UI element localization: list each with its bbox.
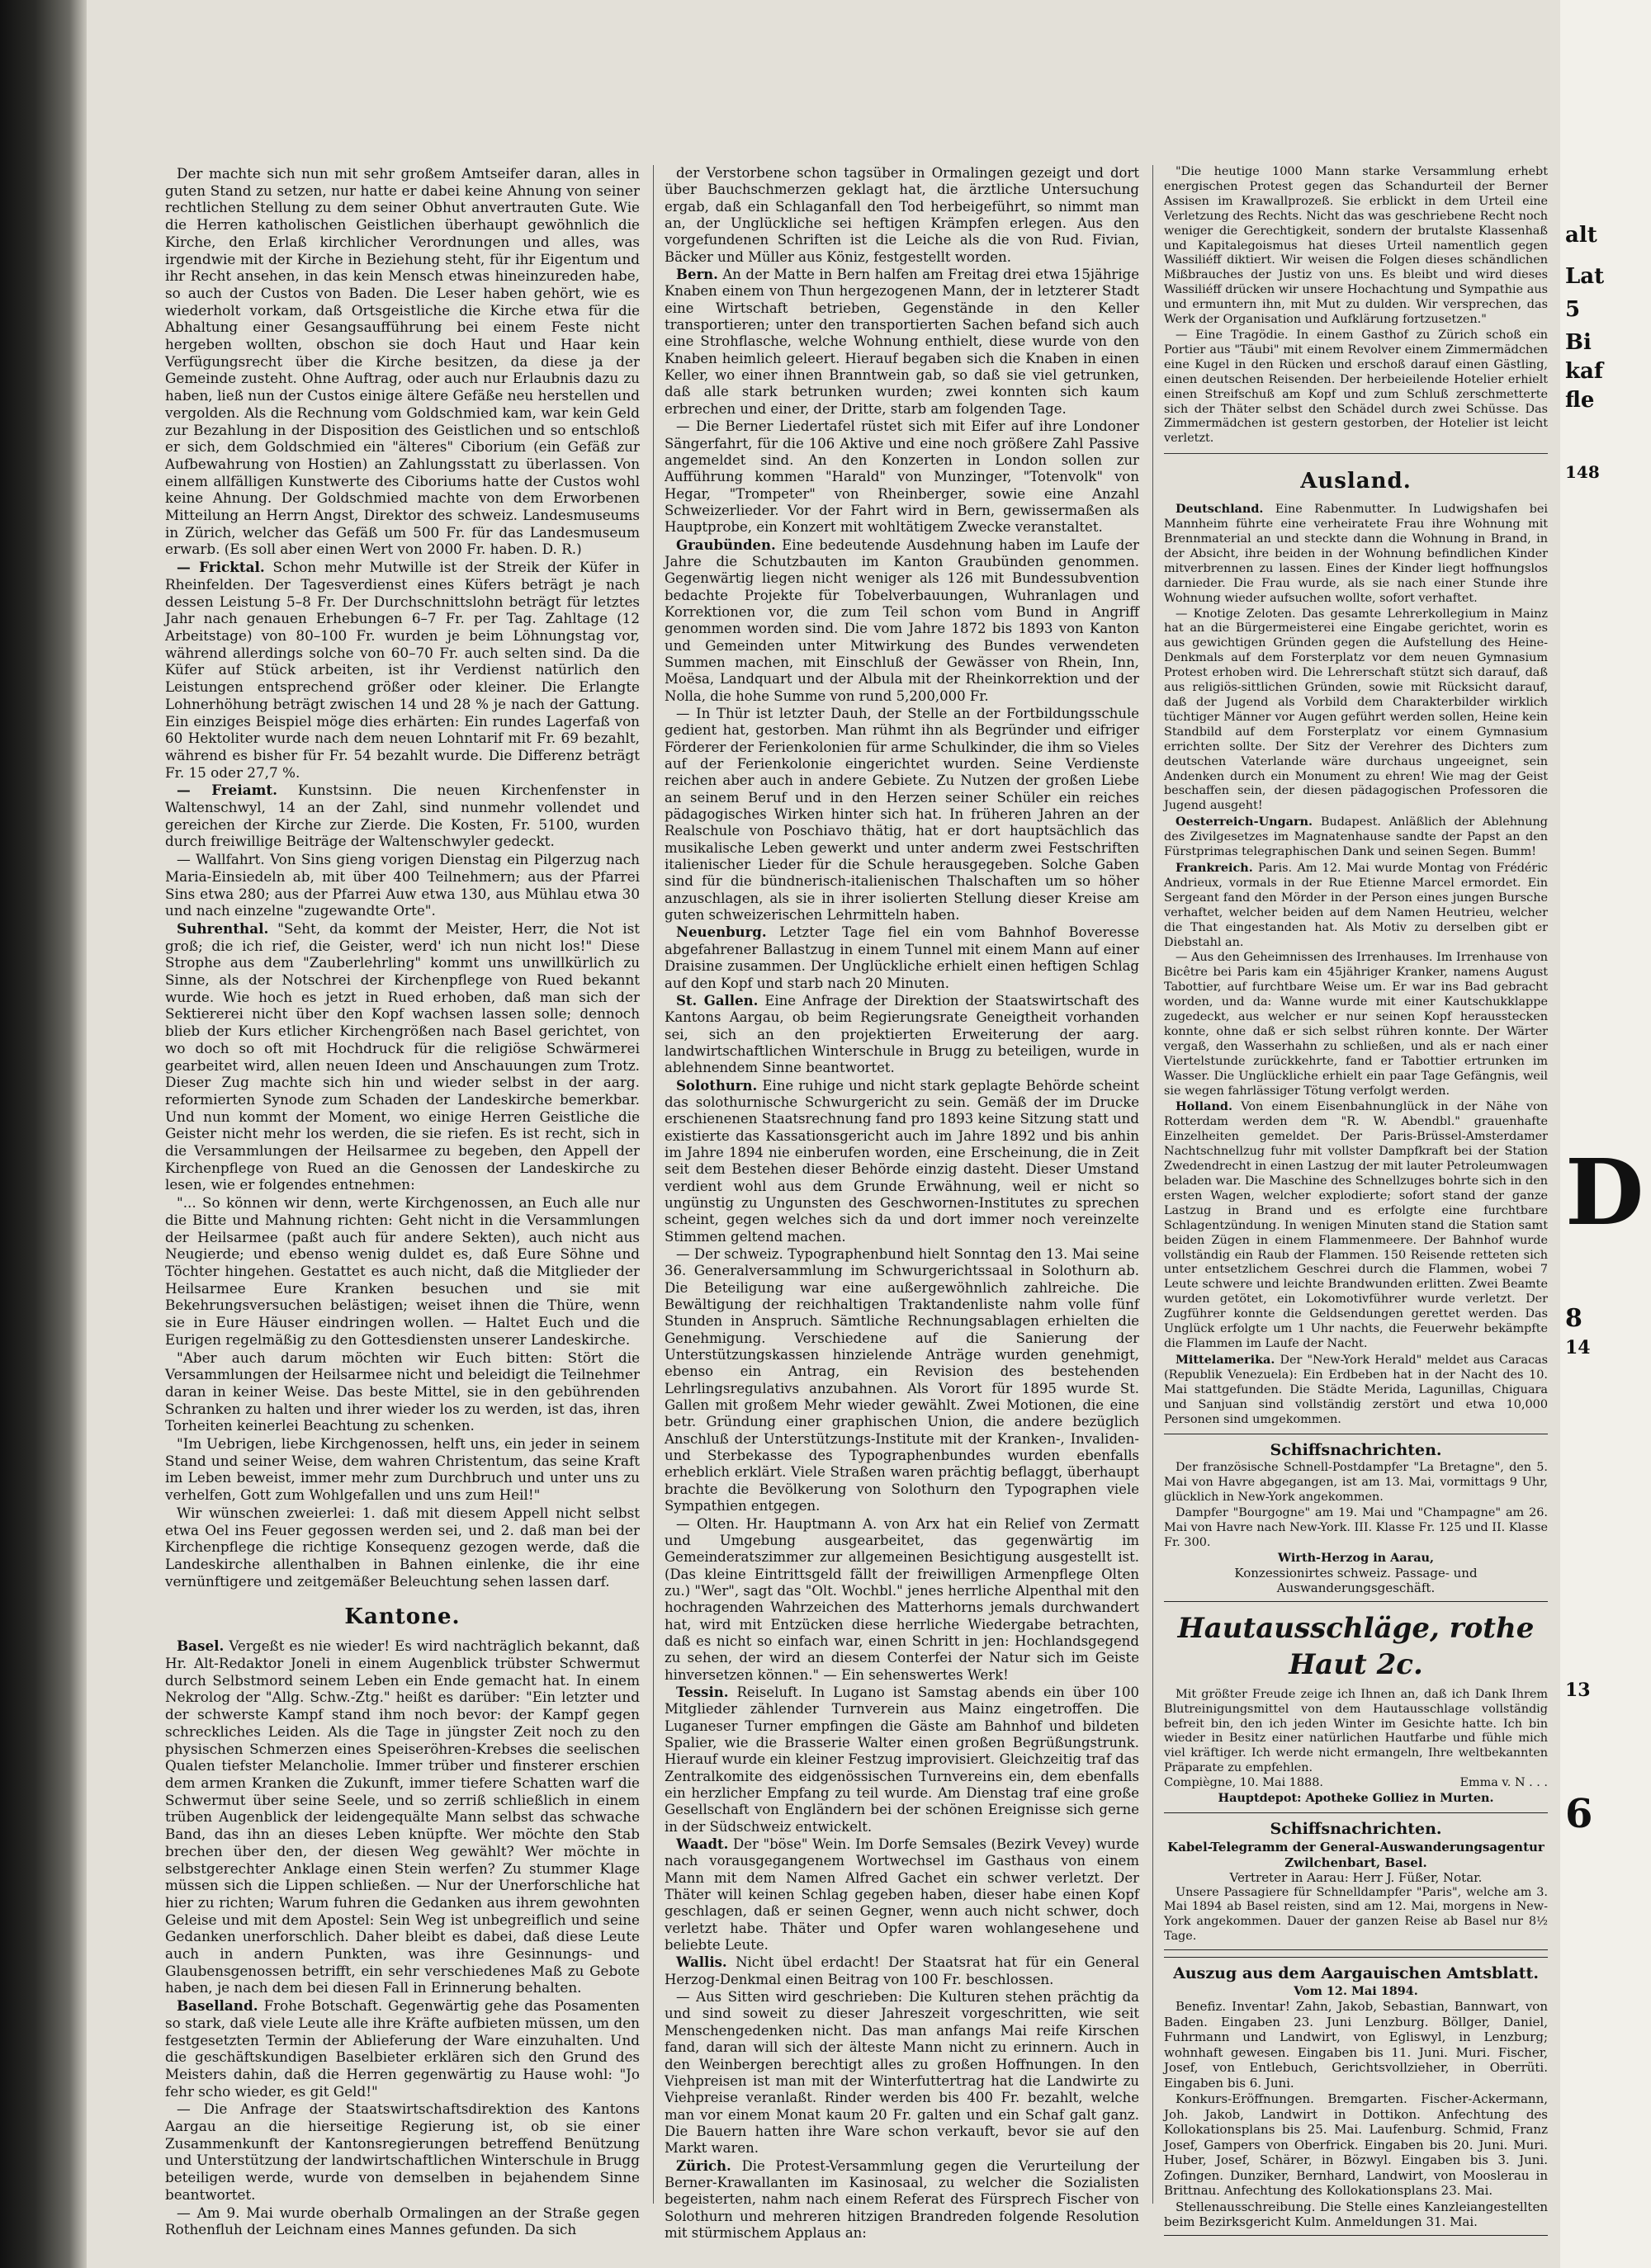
- article-paragraph: [1164, 1353, 1548, 1428]
- adjacent-page-fragment: fle: [1565, 388, 1595, 413]
- adjacent-page-fragment: D: [1565, 1139, 1644, 1245]
- column-divider: [653, 165, 654, 2204]
- article-text: "Seht, da kommt der Meister, Herr, die Not ist groß; die ich rief, die Geister, werd' ich nun nicht los!" Diese Strophe aus dem "Zauberlehrling" kommt uns unwillkürlich zu Sinne, als der Notschrei der Kirchenpflege von Rued bekannt wurde. Wie hoch es jetzt in Rued erhoben, daß man sich der Sektiererei nicht über den Kopf wachsen lassen solle; dennoch blieb der Kurs etlicher Kirchengrößen nach Basel gerichtet, von wo doch so oft mit Hochdruck für die religiöse Schwärmerei gearbeitet wird, allen neuen Ideen und Anschauungen zum Trotz. Dieser Zug machte sich hin und wieder selbst in der aarg. reformierten Synode zum Schaden der Landeskirche bemerkbar. Und nun kommt der Moment, wo einige Herren Geistliche die Geister nicht mehr los werden, die sie riefen. Es ist recht, sich in die Versammlungen der Heilsarmee zu begeben, den Appell der Kirchenpflege von Rued an die Genossen der Landeskirche zu lesen, wie er folgendes entnehmen:: [165, 919, 640, 1193]
- article-paragraph: [165, 1997, 640, 2100]
- article-paragraph: — Eine Tragödie. In einem Gasthof zu Zürich schoß ein Portier aus "Täubi" mit einem Revolver einem Zimmermädchen eine Kugel in den Rücken und erschoß darauf einen Gästling, einen deutschen Reisenden. Der herbeieilende Hotelier erhielt einen Streifschuß am Kopf und zum Schluß zerschmetterte sich der Thäter selbst den Schädel durch zwei Schüsse. Das Zimmermädchen ist gestern gestorben, der Hotelier ist leicht verletzt.: [1164, 328, 1548, 446]
- article-paragraph: der Verstorbene schon tagsüber in Ormalingen gezeigt und dort über Bauchschmerzen geklagt hat, die ärztliche Untersuchung ergab, daß ein Schlaganfall den Tod herbeigeführt, so nimmt man an, der Unglückliche sei heftigen Krämpfen erlegen. Aus den vorgefundenen Schriften ist die Leiche als die von Rud. Fivian, Bäcker und Müller aus Köniz, festgestellt worden.: [665, 165, 1139, 265]
- article-paragraph: [665, 1836, 1139, 1954]
- adjacent-page-fragment: 148: [1565, 462, 1600, 482]
- adjacent-page-fragment: Lat: [1565, 264, 1605, 289]
- advertisement-signer: Emma v. N . . .: [1459, 1776, 1548, 1790]
- article-headline: Oesterreich-Ungarn.: [1176, 815, 1313, 829]
- article-text: Schon mehr Mutwille ist der Streik der Küfer in Rheinfelden. Der Tagesverdienst eines Küfers beträgt je nach dessen Leistung 5–8 Fr. Der Durchschnittslohn beträgt für letztes Jahr nach genauen Erhebungen 6–7 Fr. per Tag. Zahltage (12 Arbeitstage) von 80–100 Fr. wurden je beim Löhnungstag vor, während allerdings solche von 60–70 Fr. auch selten sind. Da die Küfer auf Stück arbeiten, ist ihr Verdienst natürlich den Leistungen entsprechend größer oder kleiner. Die Erlangte Lohnerhöhung beträgt zwischen 14 und 28 % je nach der Gattung. Ein einziges Beispiel möge dies erhärten: Ein rundes Lagerfaß von 60 Hektoliter wurde nach dem neuen Lohntarif mit Fr. 69 bezahlt, während es bisher für Fr. 54 bezahlt wurde. Die Differenz beträgt Fr. 15 oder 27,7 %.: [165, 559, 640, 781]
- article-headline: — Freiamt.: [177, 782, 277, 799]
- article-paragraph: — Am 9. Mai wurde oberhalb Ormalingen an der Straße gegen Rothenfluh der Leichnam eines Mannes gefunden. Da sich: [165, 2204, 640, 2238]
- shipping-notice-box: [1164, 1812, 1548, 1950]
- box-paragraph: Unsere Passagiere für Schnelldampfer "Paris", welche am 3. Mai 1894 ab Basel reisten, sind am 12. Mai, morgens in New-York angekommen. Dauer der ganzen Reise ab Basel nur 8½ Tage.: [1164, 1885, 1548, 1944]
- official-gazette-box: [1164, 1957, 1548, 2235]
- adjacent-page-fragment: 8: [1565, 1304, 1582, 1333]
- article-text: Der "böse" Wein. Im Dorfe Semsales (Bezirk Vevey) wurde nach vorausgegangenem Wortwechsel im Gasthaus von einem Mann mit dem Namen Alfred Gachet ein schwer verletzt. Der Thäter will keinen Schlag gegeben haben, dieser habe einen Kopf geschlagen, daß er seinen Gegner, wenn auch nicht schwer, doch verletzt habe. Thäter und Opfer waren wohlangesehene und beliebte Leute.: [665, 1836, 1140, 1954]
- article-text: Vergeßt es nie wieder! Es wird nachträglich bekannt, daß Hr. Alt-Redaktor Joneli in einem Augenblick trübster Schwermut durch Selbstmord seinem Leben ein Ende gemacht hat. In einem Nekrolog der "Allg. Schw.-Ztg." heißt es darüber: "Ein letzter und der schwerste Kampf stand ihm noch bevor: der Kampf gegen schreckliches Leiden. Als die Tage in jüngster Zeit noch zu den physischen Schmerzen eines Speiseröhren-Krebses die seelischen Qualen tiefster Melancholie. Immer trüber und finsterer erschien dem armen Kranken die Zukunft, immer tiefere Schatten warf die Schwermut über seine Seele, und so zerriß schließlich in einem trüben Augenblick der leidengequälte Mann selbst das schwache Band, das ihn an dieses Leben knüpfte. Wer möchte den Stab brechen über den, der diesen Weg gewählt? Wer möchte in selbstgerechter Anklage einen Stein werfen? Zu stummer Klage müssen sich die Lippen schließen. — Nur der Unerforschliche hat hier zu richten; Warum fuhren die Gedanken aus ihrem gewohnten Geleise und mit dem Apostel: Sein Weg ist unbegreiflich und seine Gedanken unerforschlich. Daher bleibt es dabei, daß diese Leute auch in andern Punkten, was ihre Gesinnungs- und Glaubensgenossen betrifft, ein sehr verschiedenes Maß zu Gebote haben, je nach dem bei diesen Fall in Erinnerung behalten.: [165, 1637, 640, 1996]
- article-paragraph: [665, 2158, 1139, 2242]
- article-headline: Basel.: [177, 1637, 225, 1655]
- box-title: Schiffsnachrichten.: [1270, 1441, 1442, 1460]
- article-paragraph: [165, 920, 640, 1193]
- article-text: Reiseluft. In Lugano ist Samstag abends ein über 100 Mitglieder zählender Turnverein aus Mainz eingetroffen. Die Luganeser Turner empfingen die Gäste am Bahnhof und bildeten Spalier, wie die Brasserie Walter einen großen Begrüßungstrunk. Hierauf wurde ein kleiner Festzug improvisiert. Gleichzeitig traf das Zentralkomite des eidgenössischen Turnvereins ein, dem ebenfalls ein herzlicher Empfang zu teil wurde. Am Dienstag traf eine große Gesellschaft von Engländern bei der schönen Ereignisse sich gerne in der Südschweiz entwickelt.: [665, 1684, 1140, 1835]
- advertisement-title: Hautausschläge, rothe Haut 2c.: [1177, 1611, 1535, 1681]
- box-paragraph: Stellenausschreibung. Die Stelle eines Kanzleiangestellten beim Bezirksgericht Kulm. Anmeldungen 31. Mai.: [1164, 2199, 1548, 2230]
- adjacent-page-fragment: 6: [1565, 1791, 1593, 1837]
- article-headline: Suhrenthal.: [177, 919, 269, 937]
- article-paragraph: — Aus Sitten wird geschrieben: Die Kulturen stehen prächtig da und sind soweit zu dieser Jahreszeit vorgeschritten, wie seit Menschengedenken nicht. Das man anfangs Mai reife Kirschen fand, daran will sich der älteste Mann nicht zu erinnern. Auch in den Weinbergen berechtigt alles zu großen Hoffnungen. In den Viehpreisen ist man mit der Winterfuttertrag hat die Landwirte zu Viehpreise veranlaßt. Rinder werden bis 400 Fr. bezahlt, welche man vor einem Monat kaum 20 Fr. galten und ein Schaf galt ganz. Die Bauern hatten ihre Ware schon verkauft, bevor sie auf den Markt waren.: [665, 1989, 1139, 2157]
- article-headline: Neuenburg.: [676, 924, 767, 941]
- article-paragraph: — Die Berner Liedertafel rüstet sich mit Eifer auf ihre Londoner Sängerfahrt, für die 106 Aktive und eine noch größere Zahl Passive angemeldet sind. An den Konzerten in London sollen zur Aufführung kommen "Harald" von Munzinger, "Totenvolk" von Hegar, "Trompeter" von Rheinberger, sowie eine Anzahl Schweizerlieder. Vor der Fahrt wird in Bern, gewissermaßen als Hauptprobe, ein Konzert mit wohltätigem Zwecke veranstaltet.: [665, 418, 1139, 536]
- shipping-notice-box: [1164, 1434, 1548, 1601]
- article-paragraph: [1164, 815, 1548, 860]
- article-headline: Baselland.: [177, 1997, 258, 2015]
- article-text: Nicht übel erdacht! Der Staatsrat hat für ein General Herzog-Denkmal einen Beitrag von 100 Fr. beschlossen.: [665, 1954, 1139, 1987]
- box-paragraph: Konkurs-Eröffnungen. Bremgarten. Fischer-Ackermann, Joh. Jakob, Landwirt in Dottikon. Anfechtung des Kollokationsplans bis 25. Mai. Laufenburg. Schmid, Franz Josef, Gampers von Oberfrick. Eingaben bis 20. Juni. Muri. Huber, Josef, Schärer, in Bözwyl. Eingaben bis 3. Juni. Zofingen. Dunziker, Bernhard, Landwirt, von Mooslerau in Brittnau. Anfechtung des Kollokationsplans 23. Mai.: [1164, 2091, 1548, 2199]
- article-paragraph: [1164, 861, 1548, 950]
- section-heading-ausland: Ausland.: [1300, 469, 1412, 494]
- column-1: [165, 165, 640, 2238]
- article-paragraph: [665, 267, 1139, 418]
- article-headline: Frankreich.: [1176, 860, 1253, 875]
- article-headline: Wallis.: [676, 1954, 727, 1971]
- article-text: Die Protest-Versammlung gegen die Verurteilung der Berner-Krawallanten im Kasinosaal, zu welcher die Sozialisten begeisterten, nahm nach einem Referat des Fürsprech Fischer von Solothurn und mehreren hitzigen Brandreden folgende Resolution mit stürmischem Applaus an:: [665, 2157, 1139, 2241]
- article-paragraph: [165, 782, 640, 850]
- article-paragraph: — Die Anfrage der Staatswirtschaftsdirektion des Kantons Aargau an die hierseitige Regierung ist, ob sie einer Zusammenkunft der Kantonsregierungen betreffend Benützung und Unterstützung der landwirtschaftlichen Winterschule in Brugg beteiligen werde, wurde von demselben in bejahendem Sinne beantwortet.: [165, 2100, 640, 2203]
- article-paragraph: — Olten. Hr. Hauptmann A. von Arx hat ein Relief von Zermatt und Umgebung ausgearbeitet, das gegenwärtig im Gemeinderatszimmer zur allgemeinen Besichtigung ausgestellt ist. (Das kleine Eintrittsgeld fällt der freiwilligen Armenpflege Olten zu.) "Wer", sagt das "Olt. Wochbl." jenes herrliche Alpenthal mit den hochragenden Wahrzeichen des Matterhorns jemals durchwandert hat, wird mit Entzücken diese herrliche Wiedergabe betrachten, daß es nicht so einfach war, einen Schritt in jen: Hochlandsgegend zu sehen, der wird an diesem Conterfei der Natur sich im Geiste hinversetzen können." — Ein sehenswertes Werk!: [665, 1515, 1139, 1683]
- article-headline: Bern.: [676, 267, 718, 283]
- advertisement-place-date: Compiègne, 10. Mai 1888.: [1164, 1776, 1323, 1790]
- article-paragraph: Der machte sich nun mit sehr großem Amtseifer daran, alles in guten Stand zu setzen, nur hatte er dabei keine Ahnung von seiner rechtlichen Stellung zu dem seiner Obhut anvertrauten Gute. Wie die Herren katholischen Geistlichen überhaupt gewöhnlich die Kirche, den Erlaß kirchlicher Verordnungen und alles, was irgendwie mit der Kirche in Beziehung steht, für ihr Eigentum und ihr Recht ansehen, in das kein Mensch etwas hineinzureden habe, so auch der Custos von Baden. Die Leser haben gehört, wie es wiederholt vorkam, daß Ortsgeistliche die Kirche etwa für die Abhaltung einer Gesangsaufführung bei einem Feste nicht hergeben wollten, obschon sie doch Haut und Haar kein Verfügungsrecht über die Kirche besitzen, da diese ja der Gemeinde zusteht. Ohne Auftrag, oder auch nur Erlaubnis dazu zu haben, ließ nun der Custos einige ältere Gefäße neu herstellen und vergolden. Als die Rechnung vom Goldschmied kam, war kein Geld zur Bezahlung in der Disposition des Geistlichen und so entschloß er sich, dem Goldschmied ein "älteres" Ciborium (ein Gefäß zur Aufbewahrung von Hostien) an Zahlungsstatt zu überlassen. Von einem allfälligen Kunstwerte des Ciboriums hatte der Custos wohl keine Ahnung. Der Goldschmied machte von dem Erworbenen Mitteilung an Herrn Angst, Direktor des schweiz. Landesmuseums in Zürich, welcher das Gefäß um 500 Fr. für das Landesmuseum erwarb. (Es soll aber einen Wert von 2000 Fr. haben. D. R.): [165, 165, 640, 558]
- article-paragraph: "Im Uebrigen, liebe Kirchgenossen, helft uns, ein jeder in seinem Stand und seiner Weise, dem wahren Christentum, das seine Kraft im Leben beweist, immer mehr zum Durchbruch und unter uns zu verhelfen, Gott zum Wohlgefallen und uns zum Heil!": [165, 1435, 640, 1504]
- article-text: Von einem Eisenbahnunglück in der Nähe von Rotterdam werden dem "R. W. Abendbl." grauenhafte Einzelheiten gemeldet. Der Paris-Brüssel-Amsterdamer Nachtschnellzug fuhr mit vollster Dampfkraft bei der Station Zwedendrecht in einen Lastzug der mit lauter Petroleumwagen beladen war. Die Maschine des Schnellzuges bohrte sich in den ersten Wagen, welcher explodierte; sofort stand der ganze Lastzug in Brand und es erfolgte eine furchtbare Schlagentzündung. In wenigen Minuten stand die Station samt beiden Zügen in einem Flammenmeere. Der Bahnhof wurde vollständig ein Raub der Flammen. 150 Reisende retteten sich unter entsetzlichem Geschrei durch die Flammen, wobei 7 Leute schwere und leichte Brandwunden erlitten. Zwei Beamte wurden getötet, ein Lokomotivführer wurde verletzt. Der Zugführer konnte die Geldsendungen gerettet werden. Das Unglück erfolgte um 1 Uhr nachts, die Feuerwehr bekämpfte die Flammen im Laufe der Nacht.: [1164, 1100, 1548, 1350]
- box-title: Auszug aus dem Aargauischen Amtsblatt.: [1173, 1964, 1539, 1983]
- article-paragraph: [665, 993, 1139, 1077]
- section-heading-kantone: Kantone.: [344, 1604, 461, 1630]
- article-paragraph: [1164, 1099, 1548, 1351]
- article-paragraph: [1164, 502, 1548, 606]
- article-paragraph: [665, 1684, 1139, 1836]
- article-text: Eine Anfrage der Direktion der Staatswirtschaft des Kantons Aargau, ob beim Regierungsrate Geneigtheit vorhanden sei, sich an den projektierten Erweiterung der aarg. landwirtschaftlichen Winterschule in Brugg zu beteiligen, wurde in ablehnendem Sinne beantwortet.: [665, 992, 1139, 1076]
- article-paragraph: — Knotige Zeloten. Das gesamte Lehrerkollegium in Mainz hat an die Bürgermeisterei eine Eingabe gerichtet, worin es aus gewichtigen Gründen gegen die Aufstellung des Heine-Denkmals auf dem Forsterplatz vor dem neuen Gymnasium Protest erhoben wird. Die Lehrerschaft stützt sich darauf, daß aus religiös-sittlichen Gründen, sowie mit Rücksicht darauf, daß der Jugend als Vorbild dem Charakterbilder wirklich tüchtiger Männer vor Augen geführt werden sollen, Heine kein Standbild auf dem Forsterplatz vor einem Gymnasium errichten sollte. Der Sitz der Verehrer des Dichters zum deutschen Vaterlande wäre durchaus ungeeignet, sein Andenken durch ein Monument zu ehren! Wie mag der Geist beschaffen sein, der diesen pädagogischen Professoren die Jugend ausgeht!: [1164, 607, 1548, 813]
- article-paragraph: "Die heutige 1000 Mann starke Versammlung erhebt energischen Protest gegen das Schandurteil der Berner Assisen im Krawallprozeß. Sie erblickt in dem Urteil eine Verletzung des Rechts. Nicht das was geschriebene Recht noch weniger die Gerechtigkeit, sondern der brutalste Klassenhaß und Kapitalegoismus hat dieses Urteil namentlich gegen Wassiliéff diktiert. Wir weisen die Folgen dieses schändlichen Mißbrauches der Justiz von uns. Es bleibt und wird dieses Wassiliéff drücken wir unsere Hochachtung und Sympathie aus und ermuntern ihn, mit Mut zu dulden. Wir versprechen, das Werk der Organisation und Aufklärung fortzusetzen.": [1164, 165, 1548, 327]
- article-text: Kunstsinn. Die neuen Kirchenfenster in Waltenschwyl, 14 an der Zahl, sind nunmehr vollendet und gereichen der Kirche zur Zierde. Die Kosten, Fr. 5100, wurden durch freiwillige Beiträge der Waltenschwyler gedeckt.: [165, 782, 641, 850]
- adjacent-page-fragment: 5: [1565, 297, 1581, 322]
- article-paragraph: [665, 924, 1139, 991]
- article-paragraph: [165, 559, 640, 781]
- box-paragraph: Der französische Schnell-Postdampfer "La Bretagne", den 5. Mai von Havre abgegangen, ist am 13. Mai, vormittags 9 Uhr, glücklich in New-York angekommen.: [1164, 1461, 1548, 1505]
- article-paragraph: — Der schweiz. Typographenbund hielt Sonntag den 13. Mai seine 36. Generalversammlung im Schwurgerichtssaal in Solothurn ab. Die Beteiligung war eine außergewöhnlich zahlreiche. Die Bewältigung der reichhaltigen Traktandenliste nahm volle fünf Stunden in Anspruch. Sämtliche Rechnungsablagen erhielten die Genehmigung. Verschiedene auf die Sanierung der Unterstützungskassen hinzielende Anträge wurden genehmigt, ebenso ein Antrag, ein Revision des bestehenden Lehrlingsregulativs anzubahnen. Als Vorort für 1895 wurde St. Gallen mit großem Mehr wieder gewählt. Zwei Motionen, die eine betr. Gründung einer graphischen Union, die andere bezüglich Anschluß der Unterstützungs-Institute mit der Kranken-, Invaliden- und Sterbekasse des Typographenbundes wurden ebenfalls erheblich erklärt. Viele Straßen waren prächtig beflaggt, überhaupt brachte die Bevölkerung von Solothurn den Typographen viele Sympathien entgegen.: [665, 1246, 1139, 1514]
- article-text: Letzter Tage fiel ein vom Bahnhof Boveresse abgefahrener Ballastzug in einem Tunnel mit einem Mann auf einer Draisine zusammen. Der Unglückliche erhielt einen heftigen Schlag auf den Kopf und starb nach 20 Minuten.: [665, 924, 1140, 991]
- adjacent-page-fragment: alt: [1565, 223, 1597, 248]
- newspaper-page: [87, 0, 1560, 2268]
- article-paragraph: [665, 537, 1139, 705]
- column-divider: [1152, 165, 1153, 2204]
- box-title: Schiffsnachrichten.: [1270, 1820, 1442, 1838]
- advertiser-description: Konzessionirtes schweiz. Passage- und Auswanderungsgeschäft.: [1234, 1565, 1478, 1596]
- article-text: Eine bedeutende Ausdehnung haben im Laufe der Jahre die Schutzbauten im Kanton Graubünden genommen. Gegenwärtig liegen nicht weniger als 126 mit Bundessubvention bedachte Projekte für Tobelverbauungen, Wuhranlagen und Korrektionen vor, die zum Teil schon vom Bund in Angriff genommen worden sind. Die vom Jahre 1872 bis 1893 von Kanton und Gemeinden unter Mitwirkung des Bundes verwendeten Summen machen, mit Einschluß der Gewässer von Rhein, Inn, Moësa, Landquart und der Albula mit der Rheinkorrektion und der Nolla, die hohe Summe von rund 5,200,000 Fr.: [665, 536, 1139, 704]
- article-headline: Graubünden.: [676, 536, 776, 553]
- box-subtitle: Kabel-Telegramm der General-Auswanderungsagentur Zwilchenbart, Basel.: [1167, 1840, 1545, 1870]
- article-paragraph: — Wallfahrt. Von Sins gieng vorigen Dienstag ein Pilgerzug nach Maria-Einsiedeln ab, mit über 400 Teilnehmern; aus der Pfarrei Sins etwa 280; aus der Pfarrei Auw etwa 130, aus Mühlau etwa 30 und nach einzelne "zugewandte Orte".: [165, 851, 640, 919]
- section-rule: [1164, 453, 1548, 454]
- article-headline: Holland.: [1176, 1099, 1232, 1114]
- article-text: Eine ruhige und nicht stark geplagte Behörde scheint das solothurnische Schwurgericht zu sein. Gemäß der im Drucke erschienenen Staatsrechnung fand pro 1893 keine Sitzung statt und existierte das Kassationsgericht auch im Jahre 1892 und bis anhin im Jahre 1894 nie einberufen worden, eine Erscheinung, die in Zeit seit dem Bestehen dieser Behörde einzig dasteht. Dieser Umstand verdient wohl aus dem Grunde Erwähnung, weil er nicht so ungünstig zu Ungunsten des Geschwornen-Institutes zu sprechen scheint, gegen welches sich da und dort immer noch vereinzelte Stimmen geltend machen.: [665, 1077, 1139, 1245]
- box-paragraph: Dampfer "Bourgogne" am 19. Mai und "Champagne" am 26. Mai von Havre nach New-York. III. Klasse Fr. 125 und II. Klasse Fr. 300.: [1164, 1506, 1549, 1549]
- article-headline: — Fricktal.: [177, 559, 265, 576]
- box-paragraph: Benefiz. Inventar! Zahn, Jakob, Sebastian, Bannwart, von Baden. Eingaben 23. Juni Lenzburg. Böllger, Daniel, Fuhrmann und Landwirt, von Egliswyl, in Lenzburg; wohnhaft gewesen. Eingaben bis 11. Juni. Muri. Fischer, Josef, von Entlebuch, Gerichtsvollzieher, in Oberrüti. Eingaben bis 6. Juni.: [1164, 1999, 1548, 2091]
- page-binding-edge: [0, 0, 87, 2268]
- article-paragraph: [665, 1954, 1139, 1988]
- adjacent-page-fragment: kaf: [1565, 359, 1604, 384]
- article-headline: Tessin.: [676, 1684, 729, 1700]
- article-paragraph: [165, 1637, 640, 1996]
- article-paragraph: — Aus den Geheimnissen des Irrenhauses. Im Irrenhause von Bicêtre bei Paris kam ein 45jähriger Kranker, namens August Tabottier, auf furchtbare Weise um. Er war ins Bad gebracht worden, und da: Wanne wurde mit einer Kautschukklappe zugedeckt, aus welcher er nur seinen Kopf herausstecken konnte, ohne daß er sich selbst rühren konnte. Der Wärter vergaß, den Wasserhahn zu schließen, und als er nach einer Viertelstunde zurückkehrte, fand er Tabottier ertrunken im Wasser. Die Unglückliche erhielt ein paar Tage Gefängnis, weil sie wegen fahrlässiger Tötung verfolgt werden.: [1164, 951, 1548, 1098]
- adjacent-page-fragment: Bi: [1565, 330, 1592, 355]
- advertiser-name: Wirth-Herzog in Aarau,: [1277, 1550, 1435, 1565]
- article-text: Eine Rabenmutter. In Ludwigshafen bei Mannheim führte eine verheiratete Frau ihre Wohnung mit Brennmaterial an und steckte dann die Wohnung in Brand, in der Absicht, ihre beiden in der Wohnung befindlichen Kinder mitverbrennen zu lassen. Eines der Kinder liegt hoffnungslos darnieder. Die Frau wurde, als sie nach einer Stunde ihre Wohnung wieder aufsuchen wollte, sofort verhaftet.: [1164, 503, 1548, 605]
- advertisement-text: Mit größter Freude zeige ich Ihnen an, daß ich Dank Ihrem Blutreinigungsmittel von dem Hautausschlage vollständig befreit bin, den ich jeden Winter im Gesichte hatte. Ich bin wieder in Besitz einer natürlichen Hautfarbe und fühle mich viel kräftiger. Ich werde nicht ermangeln, Ihre weltbekannten Präparate zu empfehlen.: [1164, 1687, 1548, 1775]
- article-paragraph: [665, 1078, 1139, 1245]
- adjacent-page-strip: [1560, 0, 1651, 2268]
- adjacent-page-fragment: 13: [1565, 1680, 1591, 1701]
- advertisement-depot: Hauptdepot: Apotheke Golliez in Murten.: [1218, 1791, 1494, 1806]
- column-3: [1164, 165, 1548, 2242]
- article-paragraph: — In Thür ist letzter Dauh, der Stelle an der Fortbildungsschule gedient hat, gestorben. Man rühmt ihn als Begründer und eifriger Förderer der Ferienkolonien für arme Schulkinder, die ihm so Vieles auf der Ferienkolonie eingerichtet wurden. Seine Verdienste reichen aber auch in andere Gebiete. Zu Nutzen der großen Liebe an seinem Beruf und in den Herzen seiner Schüler ein reiches pädagogisches Wirken hinter sich hat. In früheren Jahren an der Realschule von Poschiavo thätig, hat er dort hauptsächlich das musikalische Leben gewerkt und unter anderm zwei Festschriften italienischer Lieder für die Schule herausgegeben. Solche Gaben sind für die bündnerisch-italienischen Thalschaften um so höher anzuschlagen, als sie in ihrer isolierten Stellung dieser Kreise am guten schweizerischen Lehrmitteln haben.: [665, 706, 1139, 924]
- article-headline: Solothurn.: [676, 1077, 758, 1094]
- adjacent-page-fragment: 14: [1565, 1337, 1591, 1358]
- article-headline: Mittelamerika.: [1176, 1352, 1275, 1367]
- article-paragraph: "Aber auch darum möchten wir Euch bitten: Stört die Versammlungen der Heilsarmee nicht und beleidigt die Teilnehmer daran in keiner Weise. Das beste Mittel, sie in den gebührenden Schranken zu halten und ihrer wieder los zu werden, ist das, ihren Torheiten keinerlei Beachtung zu schenken.: [165, 1349, 640, 1434]
- article-text: An der Matte in Bern halfen am Freitag drei etwa 15jährige Knaben einem von Thun hergezogenen Mann, der in letzterer Stadt eine Wirtschaft betrieben, Gegenstände in den Keller transportieren; unter den transportierten Sachen befand sich auch eine Strohflasche, welche Wohnung enthielt, diese wurde von den Knaben heimlich geleert. Hierauf begaben sich die Knaben in einen Keller, wo einer ihnen Branntwein gab, so daß sie viel getrunken, daß alle stark betrunken wurden; zwei konnten sich kaum erbrechen und einer, der Dritte, starb am folgenden Tage.: [665, 267, 1139, 417]
- article-headline: Zürich.: [676, 2157, 731, 2174]
- article-text: Frohe Botschaft. Gegenwärtig gehe das Posamenten so stark, daß viele Leute alle ihre Kräfte aufbieten müssen, um den festgesetzten Termin der Ablieferung der Ware einzuhalten. Und die geschäftskundigen Baselbieter erklären sich den Grund des Meisters dahin, daß die Herren gegenwärtig zu Hause wohl: "Jo fehr scho wieder, es git Geld!": [165, 1997, 640, 2100]
- article-paragraph: "... So können wir denn, werte Kirchgenossen, an Euch alle nur die Bitte und Mahnung richten: Geht nicht in die Versammlungen der Heilsarmee (paßt auch für andere Sekten), auch nicht aus Neugierde; und ebenso wenig duldet es, daß Eure Söhne und Töchter hingehen. Gestattet es auch nicht, daß die Mitglieder der Heilsarmee Eure Kranken besuchen und sie mit Bekehrungsversuchen belästigen; weiset ihnen die Thüre, wenn sie in Eure Häuser eindringen wollen. — Haltet Euch und die Eurigen regelmäßig zu den Gottesdiensten unserer Landeskirche.: [165, 1194, 640, 1348]
- article-headline: Waadt.: [676, 1836, 729, 1853]
- article-text: Paris. Am 12. Mai wurde Montag von Frédéric Andrieux, vormals in der Rue Etienne Marcel ermordet. Ein Sergeant fand den Mörder in der Person eines jungen Bursche verhaftet, welcher beiden auf dem Namen Heutrieu, welcher die That eingestanden hat. Als Motiv zu derselben gibt er Diebstahl an.: [1164, 861, 1548, 949]
- article-paragraph: Wir wünschen zweierlei: 1. daß mit diesem Appell nicht selbst etwa Oel ins Feuer gegossen werden sei, und 2. daß man bei der Kirchenpflege die richtige Konsequenz gezogen werde, daß die Landeskirche allenthalben in Bahnen einlenke, die ihr eine vernünftigere und zeitgemäßer Beleuchtung sehen lassen darf.: [165, 1504, 640, 1590]
- article-text: Budapest. Anläßlich der Ablehnung des Zivilgesetzes im Magnatenhause sandte der Papst an den Fürstprimas telegraphischen Dank und seinen Segen. Bumm!: [1164, 815, 1548, 859]
- advertisement-signature: [1164, 1776, 1548, 1791]
- box-date: Vom 12. Mai 1894.: [1294, 1984, 1418, 1999]
- article-text: Der "New-York Herald" meldet aus Caracas (Republik Venezuela): Ein Erdbeben hat in der Nacht des 10. Mai stattgefunden. Die Städte Merida, Lagunillas, Chiguara und Sanjuan sind vollständig zerstört und etwa 10,000 Personen sind umgekommen.: [1164, 1353, 1549, 1426]
- article-headline: Deutschland.: [1176, 502, 1264, 517]
- column-2: [665, 165, 1139, 2242]
- box-subtitle: Vertreter in Aarau: Herr J. Füßer, Notar.: [1229, 1870, 1483, 1885]
- article-headline: St. Gallen.: [676, 992, 759, 1009]
